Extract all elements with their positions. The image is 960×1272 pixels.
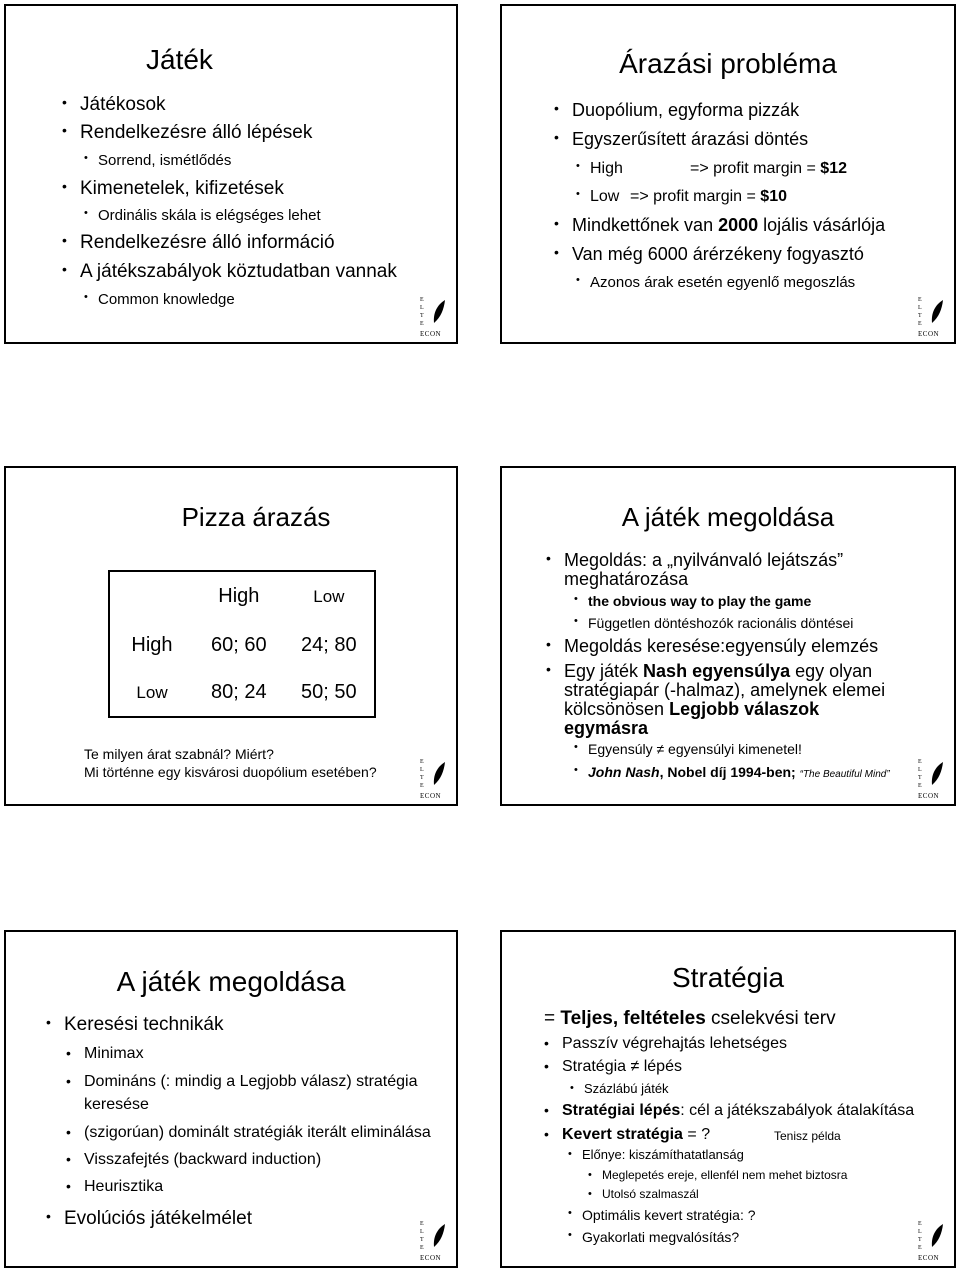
bullet-item-cont: stratégiapár (-halmaz), amelynek elemei	[564, 680, 886, 700]
bullet-item-cont: kölcsönösen Legjobb válaszok	[564, 699, 820, 719]
leaf-icon	[431, 299, 447, 325]
slide-jatek-megoldasa-1	[500, 466, 956, 806]
bullet-item: • Stratégia ≠ lépés	[544, 1058, 682, 1075]
elte-econ-logo: E L T E ECON	[918, 758, 948, 800]
elte-econ-logo: E L T E ECON	[918, 296, 948, 338]
bullet-subitem: • the obvious way to play the game	[574, 593, 812, 609]
bullet-item: = Teljes, feltételes cselekvési terv	[544, 1008, 836, 1029]
bullet-item: • Megoldás: a „nyilvánvaló lejátszás”	[546, 550, 844, 570]
bullet-subitem: • Százlábú játék	[570, 1081, 669, 1096]
elte-econ-logo: E L T E ECON	[420, 758, 450, 800]
payoff-cell: 24; 80	[301, 633, 357, 656]
bullet-item: • Duopólium, egyforma pizzák	[554, 100, 800, 120]
bullet-subitem: • Low	[576, 188, 620, 205]
bullet-item: • Rendelkezésre álló lépések	[62, 122, 313, 143]
row-header-high: High	[131, 633, 173, 656]
bullet-subitem: • Gyakorlati megvalósítás?	[568, 1229, 740, 1245]
bullet-subitem: • Visszafejtés (backward induction)	[66, 1151, 322, 1168]
bullet-subitem: • Minimax	[66, 1045, 144, 1062]
bullet-subitem: • Common knowledge	[84, 291, 235, 308]
leaf-icon	[929, 1223, 945, 1249]
bullet-item: • Van még 6000 árérzékeny fogyasztó	[554, 244, 864, 264]
slide-strategia	[500, 930, 956, 1268]
elte-econ-logo: E L T E ECON	[420, 1220, 450, 1262]
bullet-subitem-cont: keresése	[84, 1096, 149, 1113]
slide-title: A játék megoldása	[621, 502, 835, 532]
bullet-subitem: • Optimális kevert stratégia: ?	[568, 1207, 756, 1223]
bullet-subitem: • (szigorúan) dominált stratégiák iterált eliminálása	[66, 1124, 431, 1141]
question-text: Te milyen árat szabnál? Miért?	[84, 746, 274, 762]
slide-title: Játék	[146, 44, 213, 75]
bullet-subitem: • High	[576, 160, 623, 177]
bullet-subitem: • Előnye: kiszámíthatatlanság	[568, 1147, 744, 1162]
slide-title: A játék megoldása	[116, 966, 346, 997]
question-text: Mi történne egy kisvárosi duopólium esetében?	[84, 764, 377, 780]
col-header-low: Low	[313, 586, 345, 606]
bullet-item: • Passzív végrehajtás lehetséges	[544, 1035, 788, 1052]
col-header-high: High	[218, 585, 260, 607]
leaf-icon	[929, 299, 945, 325]
leaf-icon	[431, 1223, 447, 1249]
slide-arazasi-problema	[500, 4, 956, 344]
bullet-subsubitem: • Utolsó szalmaszál	[588, 1187, 699, 1201]
bullet-item: • Egyszerűsített árazási döntés	[554, 129, 809, 149]
low-margin-text: => profit margin = $10	[630, 188, 787, 205]
bullet-item: • Mindkettőnek van 2000 lojális vásárlója	[554, 215, 886, 235]
row-header-low: Low	[136, 682, 168, 702]
payoff-cell: 50; 50	[301, 681, 357, 703]
payoff-cell: 60; 60	[211, 633, 267, 656]
bullet-item-cont: egymásra	[564, 718, 649, 738]
note-text: Tenisz példa	[774, 1129, 841, 1143]
bullet-item: • Stratégiai lépés: cél a játékszabályok átalakítása	[544, 1102, 915, 1119]
bullet-item: • Játékosok	[62, 94, 166, 115]
bullet-subitem: • Független döntéshozók racionális döntései	[574, 615, 854, 631]
slide-title: Árazási probléma	[619, 48, 837, 79]
bullet-item: • Megoldás keresése:egyensúly elemzés	[546, 636, 879, 656]
slide-pizza-arazas	[4, 466, 458, 806]
bullet-subitem: • Sorrend, ismétlődés	[84, 152, 232, 169]
slide-jatek	[4, 4, 458, 344]
bullet-subitem: • Domináns (: mindig a Legjobb válasz) stratégia	[66, 1073, 418, 1090]
elte-econ-logo: E L T E ECON	[420, 296, 450, 338]
bullet-subitem: • Azonos árak esetén egyenlő megoszlás	[576, 274, 856, 291]
bullet-item: • Rendelkezésre álló információ	[62, 232, 335, 253]
bullet-item: • Egy játék Nash egyensúlya egy olyan	[546, 661, 873, 681]
bullet-item: • A játékszabályok köztudatban vannak	[62, 261, 397, 282]
elte-econ-logo: E L T E ECON	[918, 1220, 948, 1262]
slide-title: Stratégia	[671, 962, 785, 993]
bullet-subitem: • Egyensúly ≠ egyensúlyi kimenetel!	[574, 741, 802, 757]
slide-jatek-megoldasa-2	[4, 930, 458, 1268]
leaf-icon	[929, 761, 945, 787]
bullet-subitem: • Heurisztika	[66, 1178, 164, 1195]
bullet-item: • Kevert stratégia = ?	[544, 1126, 711, 1143]
bullet-item: • Keresési technikák	[46, 1014, 224, 1035]
high-margin-text: => profit margin = $12	[690, 160, 847, 177]
bullet-item: • Kimenetelek, kifizetések	[62, 178, 284, 199]
leaf-icon	[431, 761, 447, 787]
bullet-subitem: • John Nash, Nobel díj 1994-ben; “The Beautiful Mind”	[574, 764, 890, 780]
bullet-item-cont: meghatározása	[564, 569, 689, 589]
bullet-item: • Evolúciós játékelmélet	[46, 1208, 252, 1229]
bullet-subsubitem: • Meglepetés ereje, ellenfél nem mehet biztosra	[588, 1168, 848, 1182]
slide-title: Pizza árazás	[181, 502, 331, 532]
payoff-cell: 80; 24	[211, 681, 267, 703]
payoff-matrix	[108, 570, 376, 718]
bullet-subitem: • Ordinális skála is elégséges lehet	[84, 207, 321, 224]
